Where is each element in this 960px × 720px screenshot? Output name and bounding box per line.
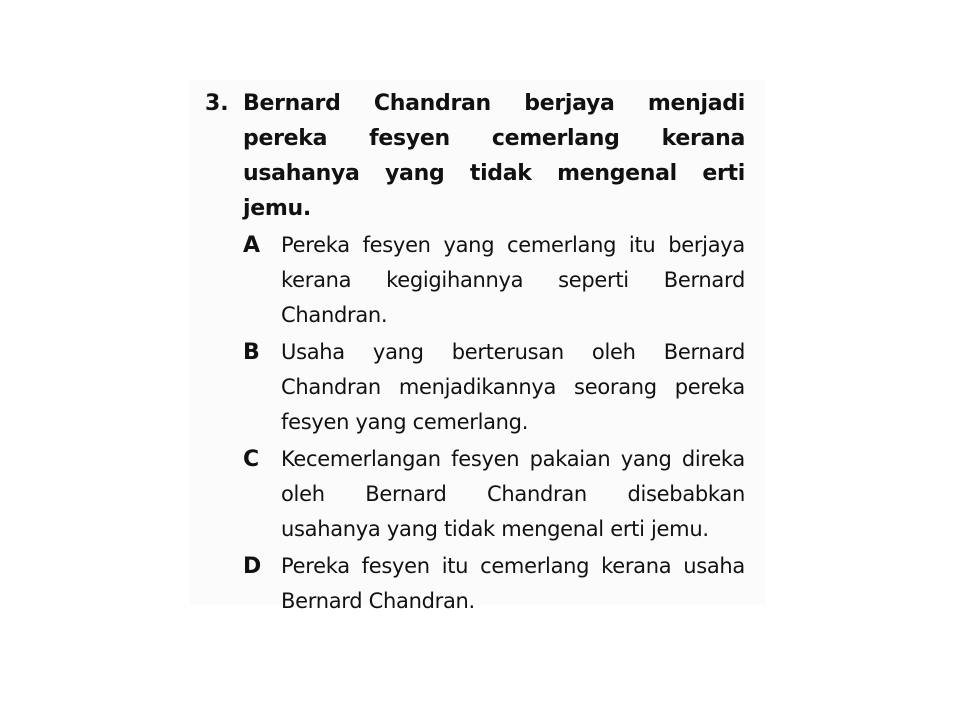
option-letter: C	[243, 447, 260, 472]
option-c[interactable]	[243, 442, 745, 547]
question-stem: Bernard Chandran berjaya menjadi pereka fesyen cemerlang kerana usahanya yang tidak mengenal erti jemu.	[243, 91, 745, 221]
option-d[interactable]	[243, 549, 745, 619]
question-stem-row	[205, 86, 745, 226]
question-number: 3.	[205, 91, 229, 116]
option-letter: D	[243, 554, 262, 579]
question-block	[205, 86, 745, 621]
option-letter: B	[243, 340, 260, 365]
option-text: Usaha yang berterusan oleh Bernard Chandran menjadikannya seorang pereka fesyen yang cemerlang.	[281, 340, 745, 434]
option-text: Pereka fesyen yang cemerlang itu berjaya kerana kegigihannya seperti Bernard Chandran.	[281, 233, 745, 327]
option-letter: A	[243, 233, 261, 258]
option-b[interactable]	[243, 335, 745, 440]
option-a[interactable]	[243, 228, 745, 333]
option-text: Pereka fesyen itu cemerlang kerana usaha Bernard Chandran.	[281, 554, 745, 613]
answer-options	[205, 228, 745, 619]
option-text: Kecemerlangan fesyen pakaian yang direka oleh Bernard Chandran disebabkan usahanya yang tidak mengenal erti jemu.	[281, 447, 745, 541]
